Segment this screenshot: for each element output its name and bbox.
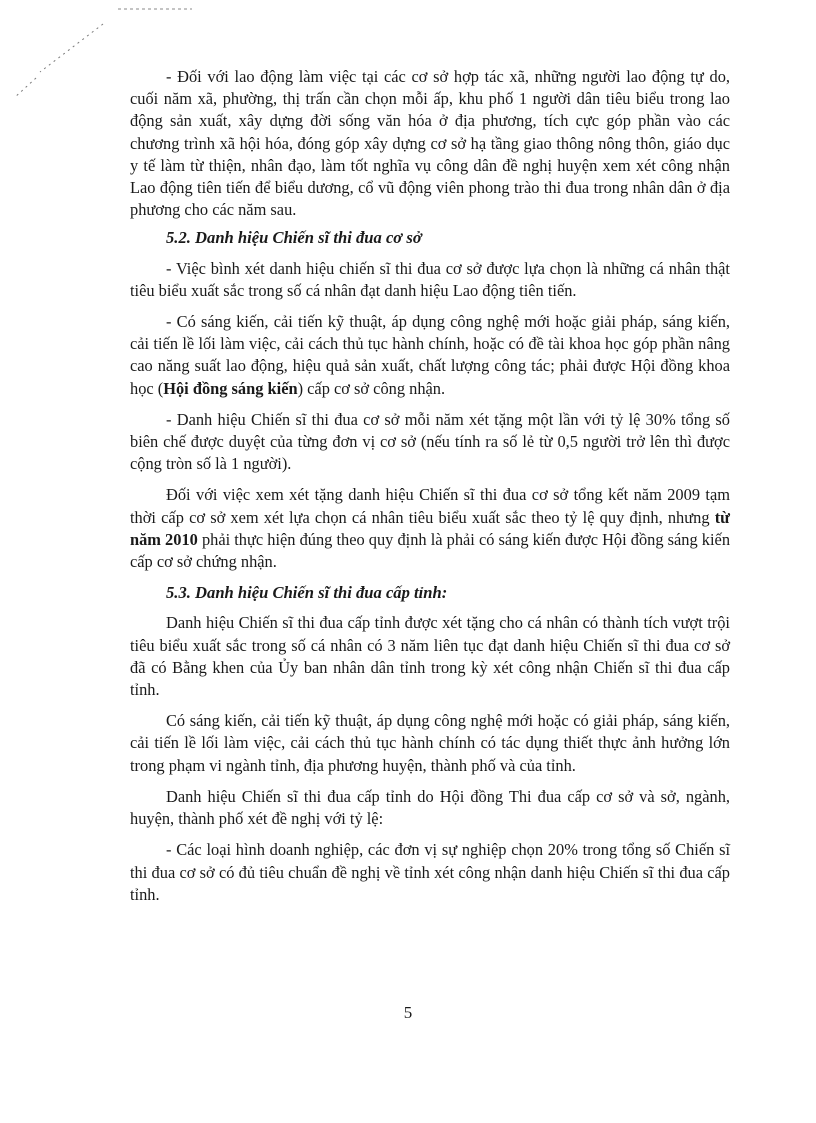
paragraph-provincial-innovation: Có sáng kiến, cải tiến kỹ thuật, áp dụng công nghệ mới hoặc có giải pháp, sáng kiến, cải tiến lề lối làm việc, cải cách thủ tục hành chính có tác dụng thiết thực ảnh hưởng lớn trong phạm vi ngành tỉnh, địa phương huyện, thành phố và của tỉnh. — [130, 711, 730, 775]
paragraph-cooperative-workers: - Đối với lao động làm việc tại các cơ sở hợp tác xã, những người lao động tự do, cuối năm xã, phường, thị trấn cần chọn mỗi ấp, khu phố 1 người dân tiêu biểu trong lao động sản xuất, xây dựng đời sống văn hóa ở địa phương, tích cực góp phần vào các chương trình xã hội hóa, đóng góp xây dựng cơ sở hạ tầng giao thông nông thôn, giáo dục y tế làm từ thiện, nhân đạo, làm tốt nghĩa vụ công dân đề nghị huyện xem xét công nhận Lao động tiên tiến để biểu dương, cổ vũ động viên phong trào thi đua trong nhân dân ở địa phương cho các năm sau. — [130, 67, 730, 220]
paragraph-innovation-requirement — [130, 311, 730, 400]
bold-text: từ năm 2010 — [130, 507, 730, 549]
text-segment: phải thực hiện đúng theo quy định là phải có sáng kiến được Hội đồng sáng kiến cấp cơ sở chứng nhận. — [130, 529, 731, 572]
paragraph-2009-review — [130, 484, 730, 573]
page-number: 5 — [403, 1003, 413, 1022]
paragraph-provincial-title: Danh hiệu Chiến sĩ thi đua cấp tỉnh được xét tặng cho cá nhân có thành tích vượt trội tiêu biểu xuất sắc trong số cá nhân có 3 năm liên tục đạt danh hiệu Chiến sĩ thi đua cơ sở đã có Bằng khen của Ủy ban nhân dân tỉnh trong kỳ xét công nhận Chiến sĩ thi đua cấp tỉnh. — [130, 613, 730, 700]
heading-5-2: 5.2. Danh hiệu Chiến sĩ thi đua cơ sở — [166, 228, 422, 248]
paragraph-award-ratio: - Danh hiệu Chiến sĩ thi đua cơ sở mỗi năm xét tặng một lần với tỷ lệ 30% tổng số biên chế được duyệt của từng đơn vị cơ sở (nếu tính ra số lẻ từ 0,5 người trở lên thì được cộng tròn số là 1 người). — [130, 409, 730, 474]
text-segment: ) cấp cơ sở công nhận. — [297, 378, 446, 398]
paragraph-nomination-council: Danh hiệu Chiến sĩ thi đua cấp tỉnh do Hội đồng Thi đua cấp cơ sở và sở, ngành, huyện, thành phố xét đề nghị với tỷ lệ: — [130, 786, 730, 829]
paragraph-enterprise-ratio: - Các loại hình doanh nghiệp, các đơn vị sự nghiệp chọn 20% trong tổng số Chiến sĩ thi đua cơ sở có đủ tiêu chuẩn đề nghị về tỉnh xét công nhận danh hiệu Chiến sĩ thi đua cấp tỉnh. — [130, 840, 730, 904]
paragraph-selection-criteria: - Việc bình xét danh hiệu chiến sĩ thi đua cơ sở được lựa chọn là những cá nhân thật tiêu biểu xuất sắc trong số cá nhân đạt danh hiệu Lao động tiên tiến. — [130, 258, 730, 300]
bold-text: Hội đồng sáng kiến — [163, 378, 298, 398]
heading-5-3: 5.3. Danh hiệu Chiến sĩ thi đua cấp tỉnh: — [166, 583, 448, 603]
document-body — [130, 66, 730, 915]
text-segment: - Có sáng kiến, cải tiến kỹ thuật, áp dụng công nghệ mới hoặc giải pháp, sáng kiến, cải tiến lề lối làm việc, cải cách thủ tục hành chính, hoặc có đề tài khoa học góp phần nâng cao năng suất lao động, hiệu quả sản xuất, chất lượng công tác; phải được Hội đồng khoa học ( — [130, 312, 730, 398]
text-segment: Đối với việc xem xét tặng danh hiệu Chiến sĩ thi đua cơ sở tổng kết năm 2009 tạm thời cấp cơ sở xem xét lựa chọn cá nhân tiêu biểu xuất sắc theo tỷ lệ quy định, nhưng — [130, 485, 730, 527]
